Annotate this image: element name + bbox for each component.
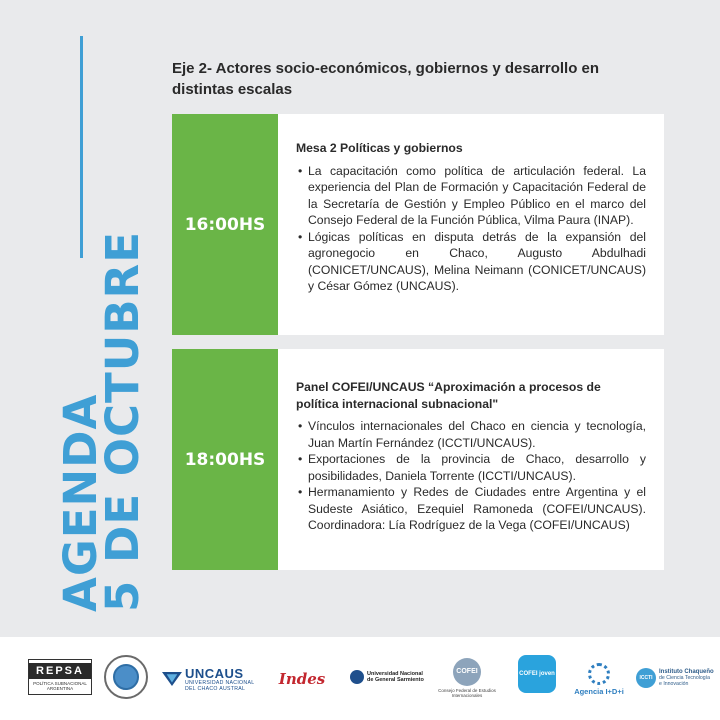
accent-line [80, 36, 83, 258]
list-item: • Hermanamiento y Redes de Ciudades entre Argentina y el Sudeste Asiático, Ezequiel Ramoneda (COFEI/UNCAUS). Coordinadora: Lía Rodríguez de la Vega (COFEI/UNCAUS) [308, 484, 646, 534]
cofei-logo: COFEI Consejo Federal de Estudios Internacionales [438, 653, 496, 703]
list-item: • La capacitación como política de articulación federal. La experiencia del Plan de Formación y Capacitación Federal de la Secretaría de Gestión y Empleo Público en el marco del Consejo Federal de la Función Pública, Vilma Paura (INAP). [308, 163, 646, 229]
list-item: • Vínculos internacionales del Chaco en ciencia y tecnología, Juan Martín Fernández (ICCTI/UNCAUS). [308, 418, 646, 451]
session-title: Panel COFEI/UNCAUS “Aproximación a procesos de política internacional subnacional" [296, 380, 601, 411]
ungs-icon [350, 670, 364, 684]
agencia-logo: Agencia I+D+i [568, 657, 630, 701]
seal-icon [113, 664, 139, 690]
session-time: 16:00HS [172, 114, 278, 335]
university-seal-logo [104, 655, 148, 699]
cofei-joven-logo: COFEI joven [518, 655, 556, 693]
list-item: • Lógicas políticas en disputa detrás de la expansión del agronegocio en Chaco, Augusto Abdulhadi (CONICET/UNCAUS), Melina Neimann (CONICET/UNCAUS) y César Gómez (UNCAUS). [308, 229, 646, 295]
session-content [278, 349, 664, 570]
uncaus-mark-icon [162, 665, 182, 693]
agencia-icon [588, 663, 610, 685]
ungs-logo: Universidad Nacional de General Sarmiento [350, 667, 424, 687]
repsa-logo: REPSA POLÍTICA SUBNACIONAL ARGENTINA [28, 659, 92, 695]
agenda-label: AGENDA [54, 393, 107, 612]
session-items [296, 418, 646, 534]
session-time: 18:00HS [172, 349, 278, 570]
indes-logo: Indes [278, 669, 326, 688]
session-content [278, 114, 664, 335]
session-items [296, 163, 646, 295]
session-title: Mesa 2 Políticas y gobiernos [296, 141, 463, 155]
agenda-date: 5 DE OCTUBRE [96, 231, 149, 612]
session-card [172, 114, 664, 335]
section-title: Eje 2- Actores socio-económicos, gobiernos y desarrollo en distintas escalas [172, 60, 600, 98]
list-item: • Exportaciones de la provincia de Chaco, desarrollo y posibilidades, Daniela Torrente (ICCTI/UNCAUS). [308, 451, 646, 484]
uncaus-logo: UNCAUS UNIVERSIDAD NACIONAL DEL CHACO AUSTRAL [162, 659, 262, 699]
sponsor-logo-bar [0, 637, 720, 720]
session-card [172, 349, 664, 570]
icct-logo: ICCTI Instituto Chaqueño de Ciencia Tecnología e Innovación [636, 663, 714, 693]
agenda-date-heading [54, 231, 149, 612]
